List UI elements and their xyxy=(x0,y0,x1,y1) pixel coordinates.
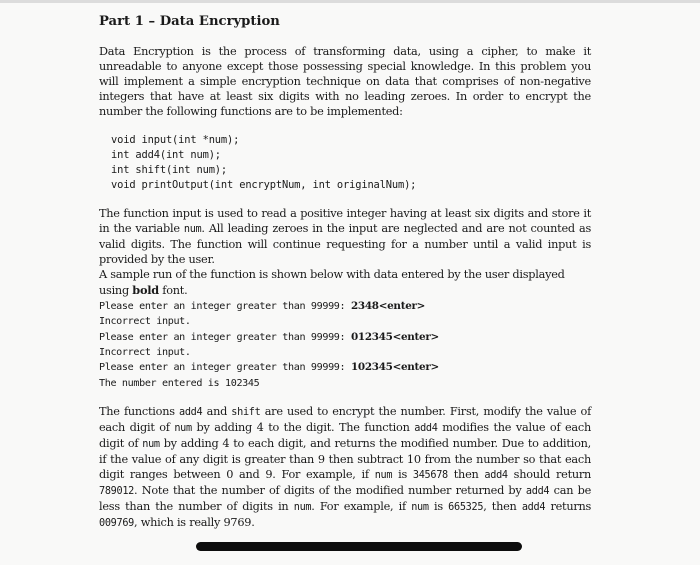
sample-run-output xyxy=(99,299,591,391)
prototype-line: void input(int *num); xyxy=(111,133,240,146)
section-heading: Part 1 – Data Encryption xyxy=(99,14,280,29)
sample-run-intro: A sample run of the function is shown below with data entered by the user displayed using bold font. xyxy=(99,267,565,297)
function-prototypes xyxy=(99,133,591,194)
input-description: The function input is used to read a positive integer having at least six digits and store it in the variable num. All leading zeroes in the input are neglected and are not counted as valid digits. The function will continue requesting for a number until a valid input is provided by the user. xyxy=(99,207,592,267)
sample-run-line: The number entered is 102345 xyxy=(99,377,260,389)
sample-run-line: Please enter an integer greater than 99999: 2348<enter> xyxy=(99,299,426,312)
document-content xyxy=(99,9,591,531)
top-divider xyxy=(0,0,700,3)
sample-run-line: Please enter an integer greater than 99999: 102345<enter> xyxy=(99,361,439,374)
add4-shift-description: The functions add4 and shift are used to encrypt the number. First, modify the value of each digit of num by adding 4 to the digit. The function add4 modifies the value of each digit of num by adding 4 to each digit, and returns the modified number. Due to addition, if the value of any digit is greater than 9 then subtract 10 from the number so that each digit ranges between 0 and 9. For example, if num is 345678 then add4 should return 789012. Note that the number of digits of the modified number returned by add4 can be less than the number of digits in num. For example, if num is 665325, then add4 returns 009769, which is really 9769. xyxy=(99,405,592,529)
sample-run-line: Incorrect input. xyxy=(99,316,191,328)
sample-run-line: Incorrect input. xyxy=(99,347,191,358)
sample-run-line: Please enter an integer greater than 99999: 012345<enter> xyxy=(99,330,439,343)
prototype-line: int shift(int num); xyxy=(111,163,228,176)
prototype-line: void printOutput(int encryptNum, int originalNum); xyxy=(111,179,417,192)
intro-paragraph: Data Encryption is the process of transforming data, using a cipher, to make it unreadable to anyone except those possessing special knowledge. In this problem you will implement a simple encryption technique on data that comprises of non-negative integers that have at least six digits with no leading zeroes. In order to encrypt the number the following functions are to be implemented: xyxy=(99,45,591,118)
home-indicator-bar[interactable] xyxy=(196,542,522,551)
prototype-line: int add4(int num); xyxy=(111,148,221,161)
